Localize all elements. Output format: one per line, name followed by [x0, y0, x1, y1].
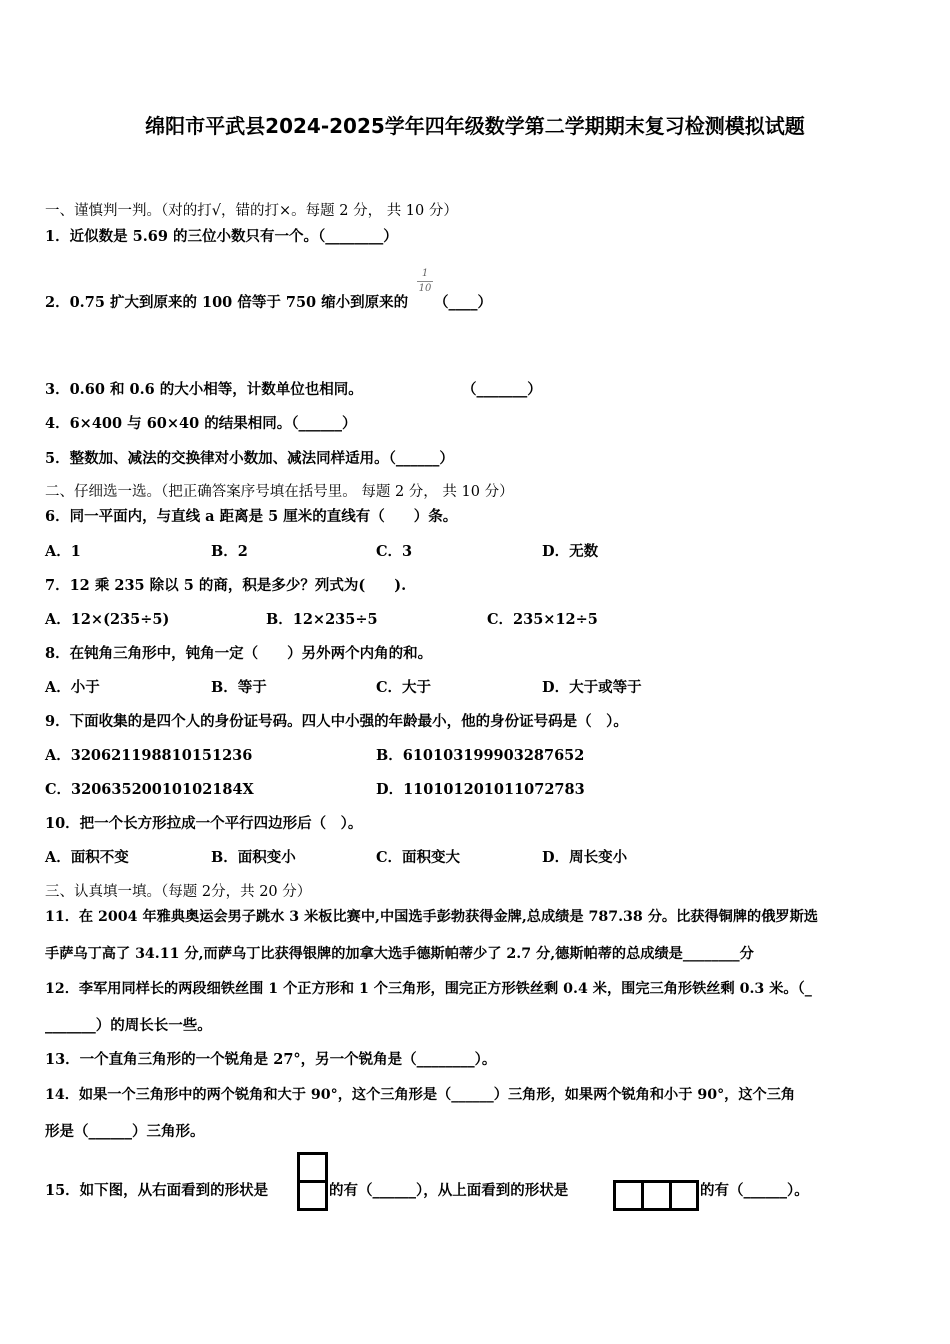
question-14-line-2: 形是（______）三角形。 [45, 1123, 205, 1140]
q9-option-a: A．320621198810151236 [45, 747, 253, 764]
fraction-one-tenth [417, 268, 433, 295]
q9-option-b: B．610103199903287652 [376, 747, 585, 764]
question-14-line-1: 14．如果一个三角形中的两个锐角和大于 90°，这个三角形是（______）三角形，如果两个锐角和小于 90°，这个三角 [45, 1087, 796, 1103]
question-2: 2．0.75 扩大到原来的 100 倍等于 750 缩小到原来的 [45, 294, 409, 311]
question-7: 7．12 乘 235 除以 5 的商，积是多少？列式为( ). [45, 577, 407, 594]
q10-option-a: A．面积不变 [45, 849, 129, 866]
question-15-part-3: 的有（______）。 [700, 1182, 809, 1199]
q6-option-b: B．2 [211, 543, 248, 560]
question-1: 1．近似数是 5.69 的三位小数只有一个。（________） [45, 228, 398, 245]
q8-option-a: A．小于 [45, 679, 100, 696]
fraction-denominator: 10 [418, 283, 432, 294]
right-view-shape [297, 1152, 328, 1211]
fraction-bar [417, 281, 433, 282]
q9-option-c: C．32063520010102184X [45, 781, 254, 798]
question-12-line-1: 12．李军用同样长的两段细铁丝围 1 个正方形和 1 个三角形，围完正方形铁丝剩 0.4 米，围完三角形铁丝剩 0.3 米。（_ [45, 981, 812, 997]
q8-option-b: B．等于 [211, 679, 267, 696]
question-13: 13．一个直角三角形的一个锐角是 27°，另一个锐角是（________）。 [45, 1051, 497, 1068]
top-view-shape [613, 1180, 699, 1211]
q9-option-d: D．110101201011072783 [376, 781, 585, 798]
shape-divider [669, 1183, 672, 1208]
q6-option-a: A．1 [45, 543, 81, 560]
q7-option-a: A．12×(235÷5) [45, 611, 170, 628]
shape-divider [641, 1183, 644, 1208]
question-2-blank: （____） [434, 294, 492, 311]
q7-option-c: C．235×12÷5 [487, 611, 598, 628]
question-5: 5．整数加、减法的交换律对小数加、减法同样适用。（______） [45, 450, 454, 467]
q10-option-b: B．面积变小 [211, 849, 296, 866]
q6-option-d: D．无数 [542, 543, 599, 560]
question-10: 10．把一个长方形拉成一个平行四边形后（ ）。 [45, 815, 363, 832]
question-15-part-2: 的有（______），从上面看到的形状是 [329, 1182, 569, 1199]
q8-option-c: C．大于 [376, 679, 432, 696]
q6-option-c: C．3 [376, 543, 413, 560]
question-11-line-1: 11．在 2004 年雅典奥运会男子跳水 3 米板比赛中,中国选手彭勃获得金牌,总成绩是 787.38 分。比获得铜牌的俄罗斯选 [45, 909, 818, 925]
q10-option-d: D．周长变小 [542, 849, 628, 866]
question-11-line-2: 手萨乌丁高了 34.11 分,而萨乌丁比获得银牌的加拿大选手德斯帕蒂少了 2.7 分,德斯帕蒂的总成绩是________分 [45, 946, 754, 962]
section-heading-1: 一、谨慎判一判。（对的打√，错的打×。每题 2 分， 共 10 分） [45, 203, 458, 219]
q10-option-c: C．面积变大 [376, 849, 461, 866]
q8-option-d: D．大于或等于 [542, 679, 642, 696]
question-12-line-2: _______）的周长长一些。 [45, 1017, 212, 1034]
question-3: 3．0.60 和 0.6 的大小相等，计数单位也相同。 [45, 381, 363, 398]
question-8: 8．在钝角三角形中，钝角一定（ ）另外两个内角的和。 [45, 645, 433, 662]
question-4: 4．6×400 与 60×40 的结果相同。（______） [45, 415, 357, 432]
section-heading-2: 二、仔细选一选。（把正确答案序号填在括号里。 每题 2 分， 共 10 分） [45, 484, 514, 500]
shape-divider [300, 1180, 325, 1183]
question-6: 6．同一平面内，与直线 a 距离是 5 厘米的直线有（ ）条。 [45, 508, 458, 525]
question-9: 9．下面收集的是四个人的身份证号码。四人中小强的年龄最小，他的身份证号码是（ ）。 [45, 713, 628, 730]
question-15-part-1: 15．如下图，从右面看到的形状是 [45, 1182, 269, 1199]
section-heading-3: 三、认真填一填。（每题 2分，共 20 分） [45, 884, 312, 900]
q7-option-b: B．12×235÷5 [266, 611, 378, 628]
question-3-blank: （_______） [462, 381, 542, 398]
fraction-numerator: 1 [421, 268, 429, 279]
page-title: 绵阳市平武县2024-2025学年四年级数学第二学期期末复习检测模拟试题 [145, 114, 805, 138]
